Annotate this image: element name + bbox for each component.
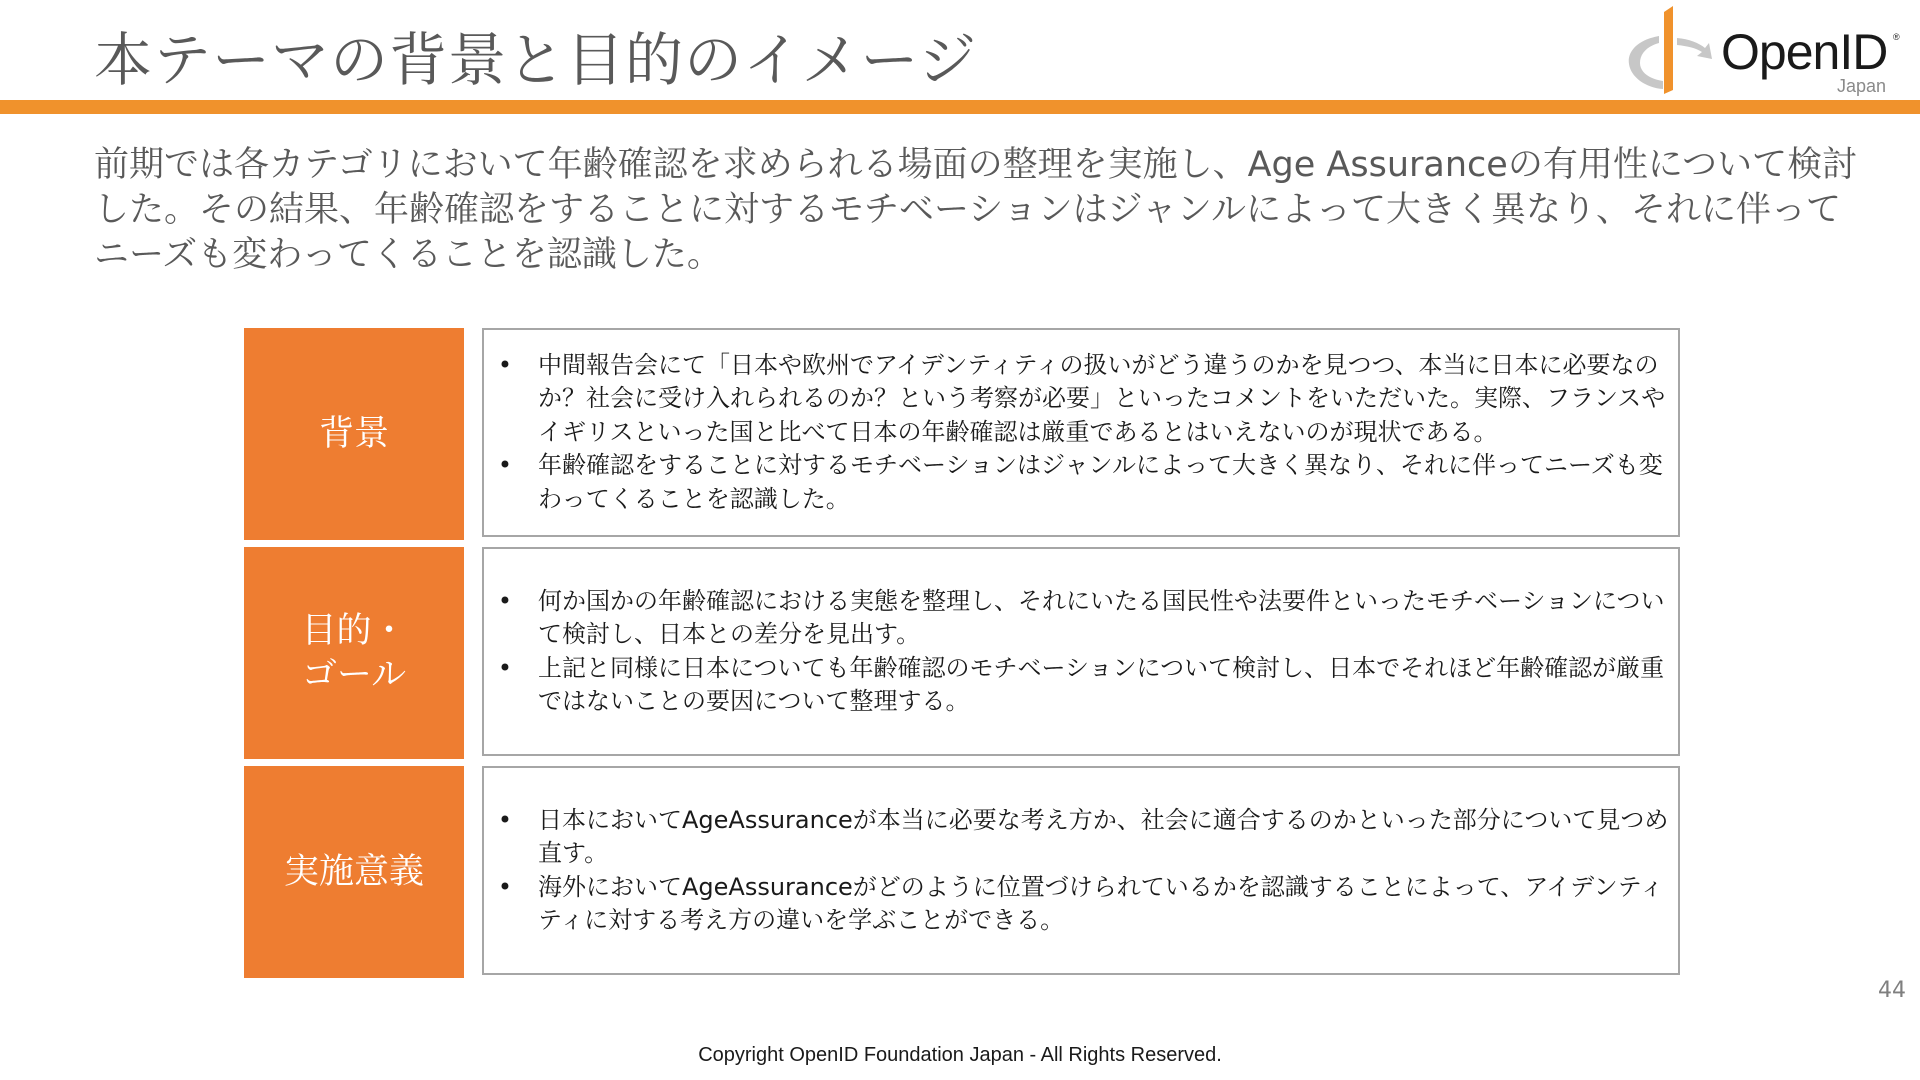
bullet-text: 日本においてAgeAssuranceが本当に必要な考え方か、社会に適合するのかといった部分について見つめ直す。 — [538, 805, 1669, 867]
bullet-text: 年齢確認をすることに対するモチベーションはジャンルによって大きく異なり、それに伴ってニーズも変わってくることを認識した。 — [538, 451, 1663, 513]
openid-mark-icon — [1615, 2, 1725, 97]
bullet-dot: • — [497, 653, 513, 682]
bullet-text: 海外においてAgeAssuranceがどのように位置づけられているかを認識することによって、アイデンティティに対する考え方の違いを学ぶことができる。 — [538, 872, 1664, 934]
bullet-dot: • — [497, 586, 513, 615]
section-label-purpose-goal: 目的・ ゴール — [244, 547, 464, 759]
bullet-item — [484, 652, 1672, 719]
section-content-significance — [482, 766, 1680, 975]
bullet-item — [484, 871, 1672, 938]
bullet-item — [484, 585, 1672, 652]
logo-trademark: ® — [1893, 32, 1900, 42]
title-rule — [0, 100, 1920, 114]
section-label-significance: 実施意義 — [244, 766, 464, 978]
logo-subtext: Japan — [1837, 76, 1887, 96]
copyright-footer: Copyright OpenID Foundation Japan - All Rights Reserved. — [698, 1044, 1222, 1066]
bullet-list — [484, 349, 1672, 517]
section-label-background: 背景 — [244, 328, 464, 540]
intro-paragraph: 前期では各カテゴリにおいて年齢確認を求められる場面の整理を実施し、Age Assuranceの有用性について検討した。その結果、年齢確認をすることに対するモチベーションはジャンルによって大きく異なり、それに伴ってニーズも変わってくることを認識した。 — [94, 145, 1858, 275]
bullet-list — [484, 585, 1672, 719]
bullet-dot: • — [497, 350, 513, 379]
bullet-text: 何か国かの年齢確認における実態を整理し、それにいたる国民性や法要件といったモチベーションについて検討し、日本との差分を見出す。 — [538, 586, 1665, 648]
section-content-purpose-goal — [482, 547, 1680, 756]
openid-logo-icon — [1615, 2, 1900, 97]
bullet-dot: • — [497, 451, 513, 480]
page-number: 44 — [1878, 978, 1906, 1003]
slide-title: 本テーマの背景と目的のイメージ — [94, 26, 978, 94]
section-content-background — [482, 328, 1680, 537]
bullet-item — [484, 804, 1672, 871]
bullet-text: 上記と同様に日本についても年齢確認のモチベーションについて検討し、日本でそれほど年齢確認が厳重ではないことの要因について整理する。 — [538, 653, 1665, 715]
bullet-text: 中間報告会にて「日本や欧州でアイデンティティの扱いがどう違うのかを見つつ、本当に日本に必要なのか？社会に受け入れられるのか？という考察が必要」といったコメントをいただいた。実際、フランスやイギリスといった国と比べて日本の年齢確認は厳重であるとはいえないのが現状である。 — [538, 350, 1666, 446]
logo-text: OpenID — [1721, 24, 1888, 80]
bullet-dot: • — [497, 872, 513, 901]
bullet-dot: • — [497, 805, 513, 834]
bullet-item — [484, 349, 1672, 450]
bullet-list — [484, 804, 1672, 938]
bullet-item — [484, 449, 1672, 516]
